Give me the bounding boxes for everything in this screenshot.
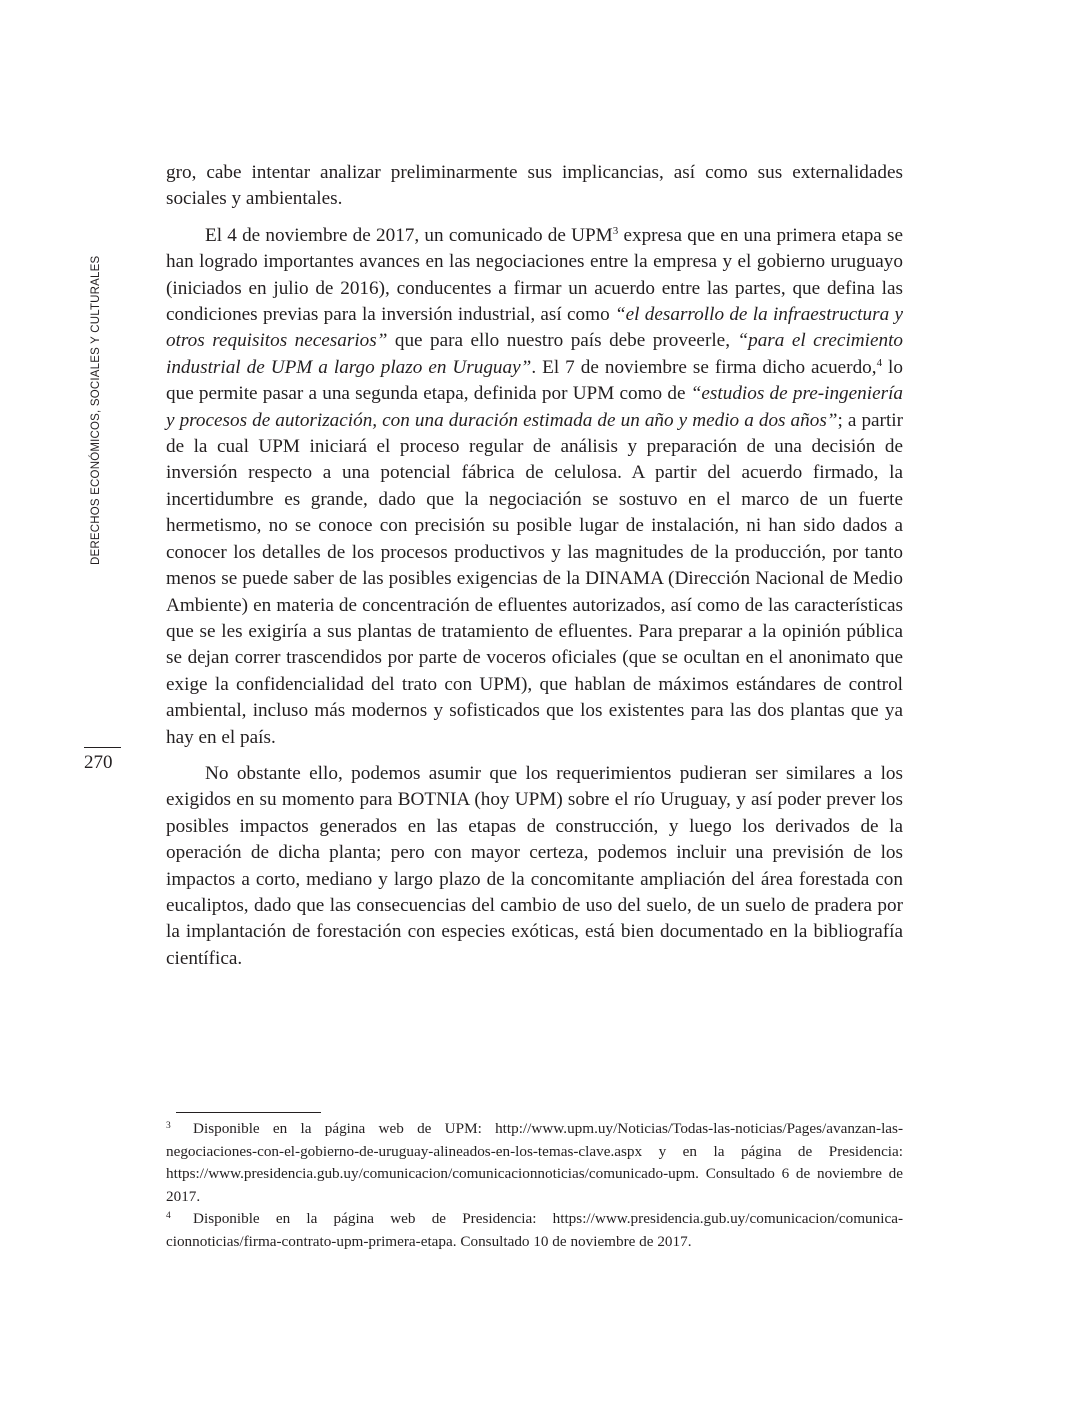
body-text [166, 160, 903, 982]
page-number-rule [84, 747, 121, 748]
footnote-ref-3[interactable]: 3 [612, 224, 619, 237]
footnote-text: Disponible en la página web de Presidencia: https://www.presidencia.gub.uy/comunicacion/comunicacionnoticias/firma-contrato-upm-primera-etapa. Consultado 10 de noviembre de 2017. [166, 1210, 903, 1250]
footnote-separator [176, 1112, 321, 1113]
paragraph-2-text-4: . El 7 de noviembre se firma dicho acuerdo, [531, 356, 877, 378]
paragraph-1 [166, 160, 903, 213]
footnotes [166, 1118, 903, 1253]
footnote-ref-4[interactable]: 4 [876, 356, 883, 369]
paragraph-2-text-3: que para ello nuestro país debe proveerle, [387, 330, 738, 352]
paragraph-2-text-6: ; a partir de la cual UPM iniciará el proceso regular de análisis y preparación de una decisión de inversión respecto a una potencial fábrica de celulosa. A partir del acuerdo firmado, la incertidumbre es grande, dado que la negociación se sostuvo en el marco de un fuerte hermetismo, no se conoce con precisión su posible lugar de instalación, ni han sido dados a conocer los detalles de los procesos productivos y las magnitudes de la producción, por tanto menos se puede saber de las posibles exigencias de la DINAMA (Dirección Nacional de Medio Ambiente) en materia de concentración de efluentes autorizados, así como de las características que se les exigiría a sus plantas de tratamiento de efluentes. Para preparar a la opinión pública se dejan correr trascendidos por parte de voceros oficiales (que se ocultan en el anonimato que exige la confidencialidad del trato con UPM), que hablan de máximos estándares de control ambiental, incluso más modernos y sofisticados que los existentes para las dos plantas que ya hay en el país. [166, 409, 903, 748]
paragraph-1-text: gro, cabe intentar analizar preliminarmente sus implicancias, así como sus externalidades sociales y ambientales. [166, 162, 903, 210]
paragraph-2-text-1: El 4 de noviembre de 2017, un comunicado de UPM [205, 224, 613, 246]
page-number: 270 [84, 752, 113, 773]
quote-3: “estudios de pre-ingeniería y procesos de autorización, con una duración estimada de un año y medio a dos años” [166, 383, 903, 431]
running-head: DERECHOS ECONÓMICOS, SOCIALES Y CULTURALES [90, 255, 102, 565]
paragraph-2-text-5: lo que permite pasar a una segunda etapa, definida por UPM como de [166, 356, 903, 405]
footnote-3: 3 Disponible en la página web de UPM: http://www.upm.uy/Noticias/Todas-las-noticias/Pages/avanzan-las-negociaciones-con-el-gobierno-de-uruguay-alineados-en-los-temas-clave.aspx y en la página de Presidencia: https://www.presidencia.gub.uy/comunicacion/comunicacionnoticias/comunicado-upm. Consultado 6 de noviembre de 2017. [166, 1120, 903, 1205]
paragraph-2 [166, 223, 903, 751]
footnote-4: 4 Disponible en la página web de Presidencia: https://www.presidencia.gub.uy/comunicacion/comunicacionnoticias/firma-contrato-upm-primera-etapa. Consultado 10 de noviembre de 2017. [166, 1210, 903, 1250]
quote-1: “el desarrollo de la infraestructura y otros requisitos necesarios” [166, 304, 903, 352]
footnote-text: Disponible en la página web de UPM: http://www.upm.uy/Noticias/Todas-las-noticias/Pages/avanzan-las-negociaciones-con-el-gobierno-de-uruguay-alineados-en-los-temas-clave.aspx y en la página de Presidencia: https://www.presidencia.gub.uy/comunicacion/comunicacionnoticias/comunicado-upm. Consultado 6 de noviembre de 2017. [166, 1120, 903, 1205]
paragraph-3 [166, 761, 903, 972]
paragraph-3-text: No obstante ello, podemos asumir que los requerimientos pudieran ser similares a los exigidos en su momento para BOTNIA (hoy UPM) sobre el río Uruguay, y así poder prever los posibles impactos generados en las etapas de construcción, y luego los derivados de la operación de dicha planta; pero con mayor certeza, podemos incluir una previsión de los impactos a corto, mediano y largo plazo de la concomitante ampliación del área forestada con eucaliptos, dado que las consecuencias del cambio de uso del suelo, de un suelo de pradera por la implantación de forestación con especies exóticas, está bien documentado en la bibliografía científica. [166, 762, 903, 969]
paragraph-2-text-2: expresa que en una primera etapa se han logrado importantes avances en las negociaciones entre la empresa y el gobierno uruguayo (iniciados en julio de 2016), conducentes a firmar un acuerdo entre las partes, que defina las condiciones previas para la inversión industrial, así como [166, 224, 904, 326]
quote-2: “para el crecimiento industrial de UPM a largo plazo en Uruguay” [166, 330, 904, 378]
